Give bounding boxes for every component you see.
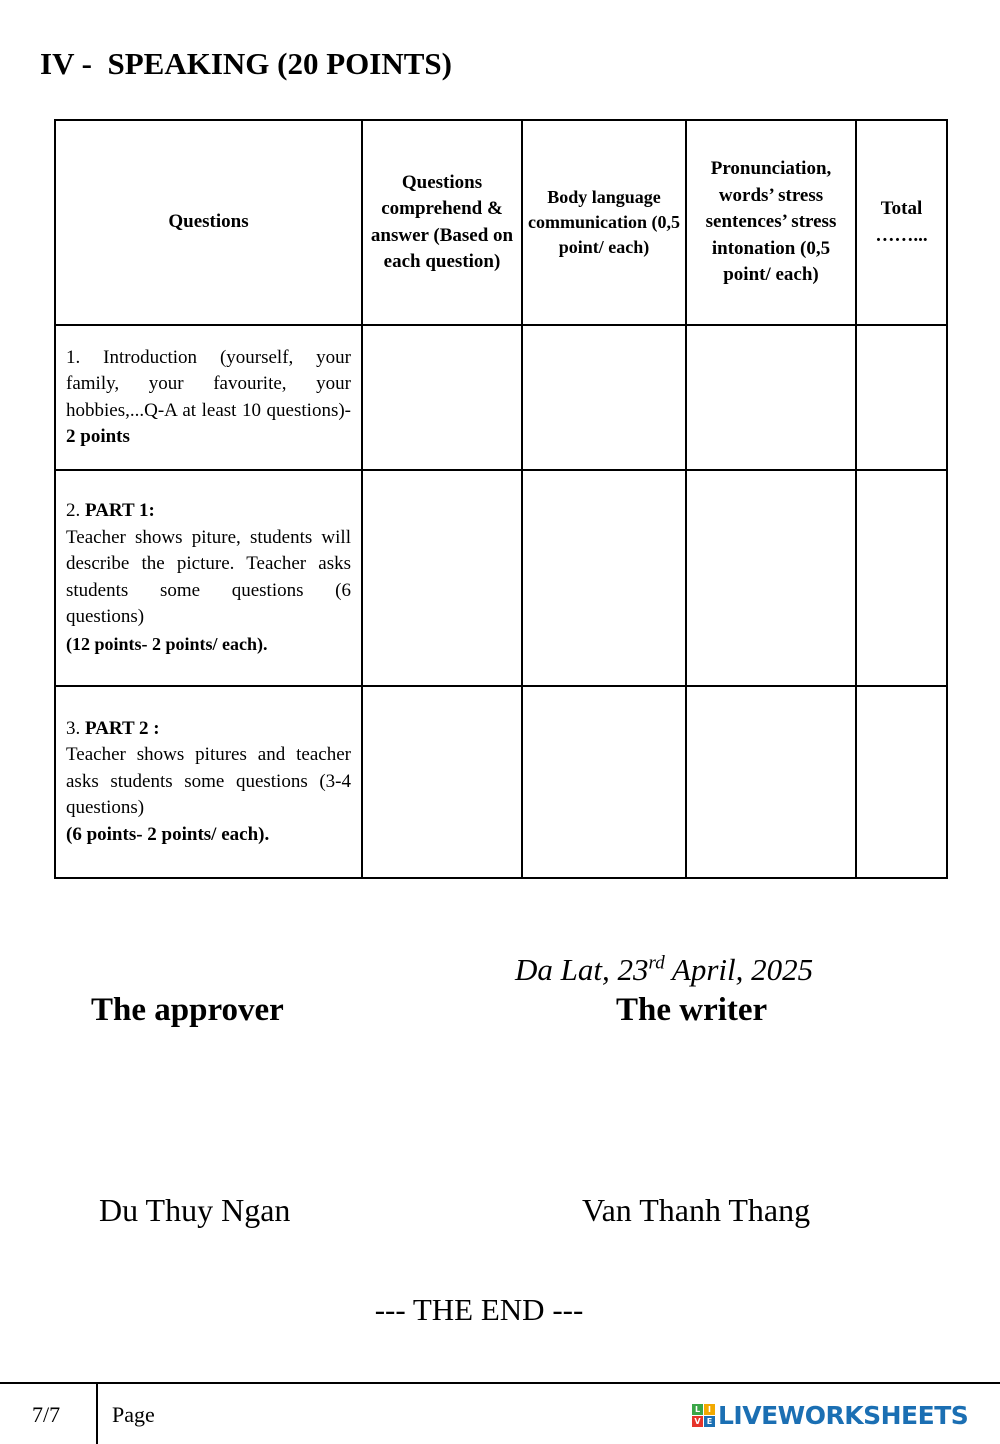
question-text: Teacher shows pitures and teacher asks students some questions (3-4 questions) <box>66 744 351 819</box>
score-cell[interactable] <box>856 470 947 686</box>
page-label: Page <box>112 1402 155 1427</box>
approver-name: Du Thuy Ngan <box>99 1192 291 1228</box>
footer-divider-line <box>0 1382 1000 1384</box>
liveworksheets-icon: L I V E <box>692 1404 715 1427</box>
question-cell <box>55 686 362 878</box>
footer-vertical-divider <box>96 1383 98 1444</box>
page-number: 7/7 <box>32 1402 61 1427</box>
score-cell[interactable] <box>362 325 522 470</box>
score-cell[interactable] <box>362 686 522 878</box>
score-cell[interactable] <box>856 325 947 470</box>
approver-role: The approver <box>91 992 284 1028</box>
brand-name: LIVEWORKSHEETS <box>718 1401 969 1430</box>
section-title: IV - SPEAKING (20 POINTS) <box>40 46 452 81</box>
question-points: (12 points- 2 points/ each). <box>66 633 268 654</box>
header-comprehension: Questions comprehend & answer (Based on each question) <box>362 120 522 325</box>
header-body-language: Body language communication (0,5 point/ each) <box>522 120 686 325</box>
score-cell[interactable] <box>522 325 686 470</box>
table-header-row <box>55 120 947 325</box>
table-row <box>55 325 947 470</box>
header-total: Total ……... <box>856 120 947 325</box>
question-number: 3. <box>66 717 85 739</box>
score-cell[interactable] <box>856 686 947 878</box>
score-cell[interactable] <box>686 470 856 686</box>
header-questions: Questions <box>55 120 362 325</box>
speaking-rubric-table <box>54 119 948 879</box>
question-points: (6 points- 2 points/ each). <box>66 823 270 845</box>
liveworksheets-logo[interactable] <box>692 1401 968 1430</box>
table-row <box>55 686 947 878</box>
part-label: PART 1: <box>85 500 155 521</box>
part-label: PART 2 : <box>85 717 160 739</box>
score-cell[interactable] <box>522 470 686 686</box>
table-row <box>55 470 947 686</box>
question-text: Teacher shows piture, students will describe the picture. Teacher asks students some questions (6 questions) <box>66 526 351 627</box>
score-cell[interactable] <box>686 325 856 470</box>
writer-role: The writer <box>616 992 768 1028</box>
question-cell <box>55 325 362 470</box>
question-points: 2 points <box>66 426 130 447</box>
score-cell[interactable] <box>522 686 686 878</box>
the-end: --- THE END --- <box>374 1292 584 1327</box>
question-cell <box>55 470 362 686</box>
score-cell[interactable] <box>686 686 856 878</box>
question-text: 1. Introduction (yourself, your family, your favourite, your hobbies,...Q-A at least 10 questions)- <box>66 346 351 421</box>
signature-date: Da Lat, 23rd April, 2025 <box>515 952 814 987</box>
question-number: 2. <box>66 500 85 521</box>
score-cell[interactable] <box>362 470 522 686</box>
header-pronunciation: Pronunciation, words’ stress sentences’ stress intonation (0,5 point/ each) <box>686 120 856 325</box>
writer-name: Van Thanh Thang <box>582 1192 811 1228</box>
